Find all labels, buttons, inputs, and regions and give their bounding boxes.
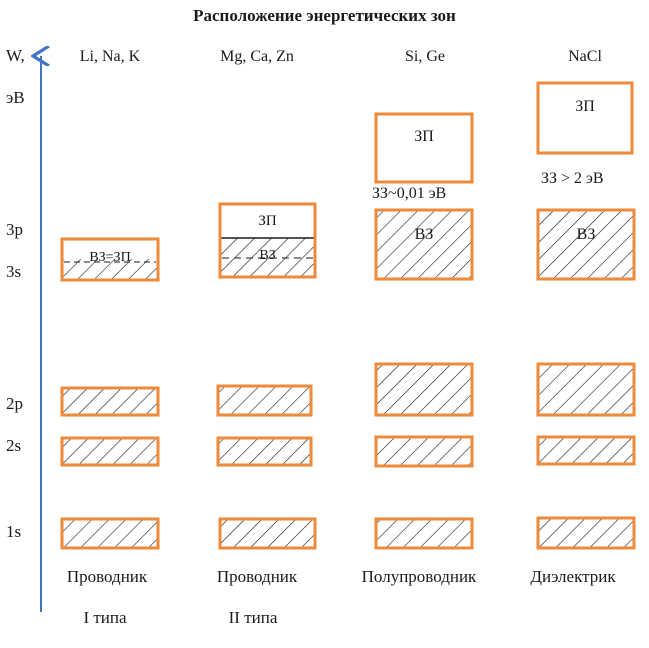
conduction-band-col3	[376, 114, 472, 182]
band-2s-col1	[62, 438, 158, 465]
diagram-title: Расположение энергетических зон	[193, 6, 456, 25]
footer-type2: II типа	[228, 608, 278, 627]
gap-label-col3: ЗЗ~0,01 эВ	[372, 185, 447, 202]
band-label-vz-col3: ВЗ	[414, 226, 434, 243]
band-2p-col4	[538, 364, 634, 415]
footer-dielectric: Диэлектрик	[530, 567, 616, 586]
valence-band-col4	[538, 210, 634, 279]
band-label-vz-zp: ВЗ=ЗП	[89, 250, 131, 265]
footer-conductor-type1: Проводник	[66, 567, 148, 586]
level-label-3p: 3p	[6, 220, 23, 239]
band-1s-col1	[62, 519, 158, 548]
footer-conductor-type2: Проводник	[216, 567, 298, 586]
band-label-zp-col3: ЗП	[414, 128, 434, 145]
band-2p-col2	[218, 386, 311, 415]
conduction-band-col4	[538, 83, 632, 153]
footer-semiconductor: Полупроводник	[361, 567, 477, 586]
footer-type1: I типа	[83, 608, 127, 627]
band-2s-col3	[376, 437, 472, 466]
band-2p-col3	[376, 364, 472, 415]
level-label-3s: 3s	[6, 262, 22, 281]
band-2s-col4	[538, 437, 634, 464]
axis-label-w: W,	[6, 46, 25, 65]
band-label-vz-col4: ВЗ	[576, 226, 596, 243]
axis-label-unit: эВ	[6, 88, 25, 107]
level-label-2s: 2s	[6, 436, 22, 455]
band-1s-col4	[538, 518, 634, 548]
column-header-nacl: NaCl	[568, 48, 602, 65]
column-header-mg-ca-zn: Mg, Ca, Zn	[220, 48, 294, 65]
level-label-2p: 2p	[6, 394, 23, 413]
band-label-zp-col2: ЗП	[258, 213, 277, 229]
column-header-si-ge: Si, Ge	[405, 48, 445, 65]
band-label-vz-col2: ВЗ	[259, 248, 276, 263]
band-2p-col1	[62, 388, 158, 415]
valence-band-col3	[376, 210, 472, 279]
band-2s-col2	[218, 438, 311, 465]
band-label-zp-col4: ЗП	[575, 98, 595, 115]
level-label-1s: 1s	[6, 522, 22, 541]
gap-label-col4: ЗЗ > 2 эВ	[541, 170, 604, 187]
band-1s-col3	[376, 519, 472, 548]
band-1s-col2	[220, 519, 315, 548]
column-header-li-na-k: Li, Na, K	[79, 48, 141, 65]
